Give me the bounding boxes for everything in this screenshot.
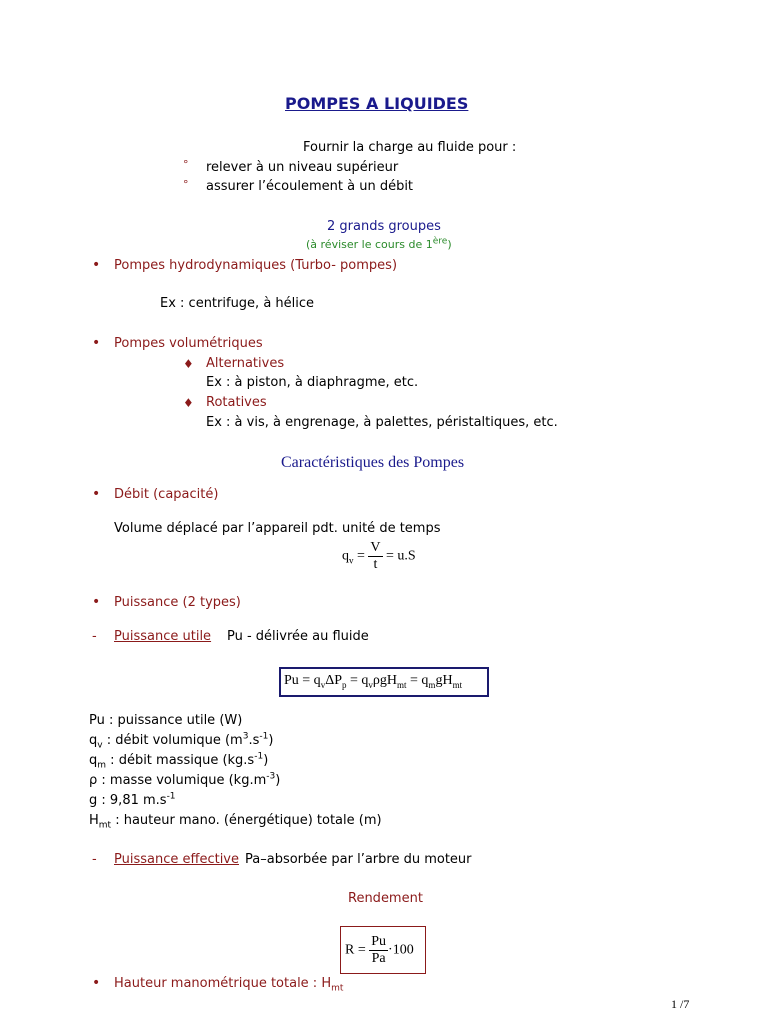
groups-note-sup: ère <box>432 236 448 247</box>
hydro-label: Pompes hydrodynamiques (Turbo- pompes) <box>114 258 398 273</box>
groups-heading: 2 grands groupes <box>327 219 441 234</box>
def-rho-text: : masse volumique (kg.m <box>97 773 267 788</box>
bullet-icon: • <box>92 486 101 502</box>
alternatives-label: Alternatives <box>206 356 285 371</box>
debit-formula <box>342 540 416 573</box>
def-qv-sym: q <box>89 733 98 748</box>
bullet-icon: • <box>92 257 101 273</box>
debit-description: Volume déplacé par l’appareil pdt. unité de temps <box>114 521 441 536</box>
def-rho-sym: ρ <box>89 773 98 788</box>
def-hmt-sub: mt <box>98 820 112 831</box>
groups-note-prefix: (à réviser le cours de 1 <box>306 238 433 251</box>
rend-rhs: ·100 <box>388 942 414 958</box>
degree-bullet: ° <box>183 178 189 191</box>
def-qv <box>89 733 273 749</box>
def-qm-text: : débit massique (kg.s <box>106 753 255 768</box>
formula-lhs: q <box>342 548 349 564</box>
def-hmt <box>89 813 382 829</box>
characteristics-heading: Caractéristiques des Pompes <box>281 454 465 471</box>
groups-note <box>306 237 452 253</box>
page-title: POMPES A LIQUIDES <box>285 94 469 113</box>
puissance-label: Puissance (2 types) <box>114 595 241 610</box>
def-qv-mid: .s <box>248 733 260 748</box>
puissance-utile-desc: Pu - délivrée au fluide <box>227 629 369 644</box>
rend-numerator: Pu <box>371 934 387 949</box>
diamond-icon: ♦ <box>183 396 194 410</box>
def-qm-end: ) <box>263 753 269 768</box>
groups-note-suffix: ) <box>447 238 452 251</box>
def-rho <box>89 773 280 789</box>
formula-lhs-sub: v <box>349 555 354 566</box>
def-g <box>89 793 176 809</box>
formula-fraction <box>368 540 382 573</box>
bullet-icon: • <box>92 975 101 991</box>
rotatives-label: Rotatives <box>206 395 267 410</box>
hauteur-label <box>114 976 343 992</box>
def-pu: Pu : puissance utile (W) <box>89 713 243 728</box>
def-rho-end: ) <box>275 773 281 788</box>
def-qm-sub: m <box>97 760 107 771</box>
formula-denominator: t <box>373 557 378 572</box>
def-qv-sup2: -1 <box>259 731 269 742</box>
degree-bullet: ° <box>183 158 189 171</box>
def-qm <box>89 753 268 769</box>
dash-marker: - <box>92 852 97 867</box>
volumetric-label: Pompes volumétriques <box>114 336 263 351</box>
hauteur-sub: mt <box>331 983 344 994</box>
def-qv-end: ) <box>268 733 274 748</box>
rotatives-example: Ex : à vis, à engrenage, à palettes, péristaltiques, etc. <box>206 415 558 430</box>
intro-item: assurer l’écoulement à un débit <box>206 179 414 194</box>
puissance-effective-label: Puissance effective <box>114 852 239 867</box>
debit-label: Débit (capacité) <box>114 487 219 502</box>
def-qv-sub: v <box>97 740 103 751</box>
def-hmt-text: : hauteur mano. (énergétique) totale (m) <box>111 813 382 828</box>
def-qv-text: : débit volumique (m <box>102 733 243 748</box>
rend-denominator: Pa <box>371 951 386 966</box>
rendement-formula <box>345 934 414 967</box>
formula-eq: = <box>353 548 369 564</box>
dash-marker: - <box>92 629 97 644</box>
intro-item: relever à un niveau supérieur <box>206 160 399 175</box>
def-g-text: : 9,81 m.s <box>97 793 167 808</box>
def-hmt-sym: H <box>89 813 99 828</box>
def-qm-sym: q <box>89 753 98 768</box>
bullet-icon: • <box>92 594 101 610</box>
def-qm-sup: -1 <box>254 751 264 762</box>
rendement-heading: Rendement <box>348 891 423 906</box>
hydro-example: Ex : centrifuge, à hélice <box>160 296 315 311</box>
def-g-sup: -1 <box>166 791 176 802</box>
intro-lead: Fournir la charge au fluide pour : <box>303 140 517 155</box>
diamond-icon: ♦ <box>183 357 194 371</box>
puissance-effective-desc: Pa–absorbée par l’arbre du moteur <box>245 852 472 867</box>
def-qv-sup1: 3 <box>242 731 249 742</box>
hauteur-text: Hauteur manométrique totale : H <box>114 976 332 991</box>
def-g-sym: g <box>89 793 98 808</box>
pu-formula: $Pu = q_v\Delta P_p = q_v\rho gH_{mt} = q_mgH_{mt}$ <box>284 673 463 690</box>
bullet-icon: • <box>92 335 101 351</box>
alternatives-example: Ex : à piston, à diaphragme, etc. <box>206 375 419 390</box>
def-rho-sup: -3 <box>266 771 276 782</box>
puissance-utile-label: Puissance utile <box>114 629 212 644</box>
page-number: 1 /7 <box>671 997 690 1011</box>
formula-rhs: = u.S <box>382 548 416 564</box>
formula-numerator: V <box>370 540 381 555</box>
rend-lhs: R = <box>345 942 370 958</box>
rend-fraction <box>369 934 388 967</box>
